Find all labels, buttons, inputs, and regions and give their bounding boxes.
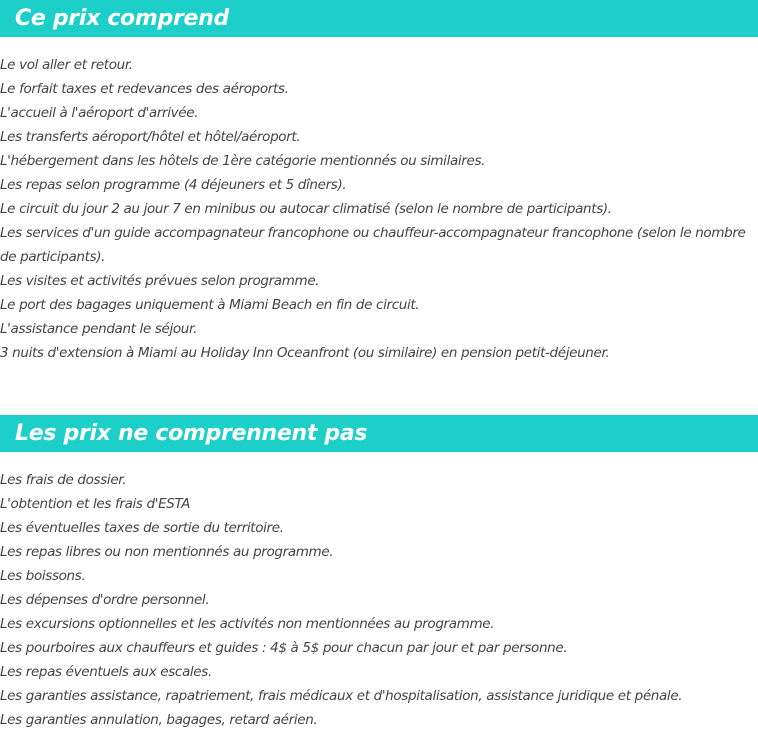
included-item: 3 nuits d'extension à Miami au Holiday Inn Oceanfront (ou similaire) en pension petit-déjeuner.: [0, 345, 610, 361]
excluded-items-list: [0, 468, 758, 732]
excluded-item: Les repas libres ou non mentionnés au programme.: [0, 544, 334, 560]
included-item: Les transferts aéroport/hôtel et hôtel/aéroport.: [0, 129, 301, 145]
included-item: L'assistance pendant le séjour.: [0, 321, 197, 337]
included-item: Les services d'un guide accompagnateur francophone ou chauffeur-accompagnateur francophone (selon le nombre de participants).: [0, 225, 746, 265]
excluded-item: Les boissons.: [0, 568, 86, 584]
included-item: L'accueil à l'aéroport d'arrivée.: [0, 105, 199, 121]
included-item: Le vol aller et retour.: [0, 57, 133, 73]
included-section-header: [0, 0, 758, 37]
excluded-item: Les pourboires aux chauffeurs et guides : 4$ à 5$ pour chacun par jour et par personne.: [0, 640, 568, 656]
excluded-item: Les frais de dossier.: [0, 472, 127, 488]
excluded-section-header: [0, 415, 758, 452]
excluded-section-title: Les prix ne comprennent pas: [15, 420, 368, 446]
included-section-title: Ce prix comprend: [15, 5, 229, 31]
included-item: Les repas selon programme (4 déjeuners et 5 dîners).: [0, 177, 347, 193]
excluded-item: Les garanties annulation, bagages, retard aérien.: [0, 712, 318, 728]
included-item: Les visites et activités prévues selon programme.: [0, 273, 320, 289]
included-item: Le forfait taxes et redevances des aéroports.: [0, 81, 289, 97]
excluded-item: Les excursions optionnelles et les activités non mentionnées au programme.: [0, 616, 495, 632]
included-item: Le port des bagages uniquement à Miami Beach en fin de circuit.: [0, 297, 420, 313]
excluded-item: Les éventuelles taxes de sortie du territoire.: [0, 520, 284, 536]
excluded-item: Les dépenses d'ordre personnel.: [0, 592, 210, 608]
excluded-item: Les garanties assistance, rapatriement, frais médicaux et d'hospitalisation, assistance juridique et pénale.: [0, 688, 683, 704]
excluded-item: L'obtention et les frais d'ESTA: [0, 496, 191, 512]
included-items-list: [0, 53, 758, 365]
included-item: Le circuit du jour 2 au jour 7 en minibus ou autocar climatisé (selon le nombre de participants).: [0, 201, 612, 217]
included-item: L'hébergement dans les hôtels de 1ère catégorie mentionnés ou similaires.: [0, 153, 486, 169]
excluded-item: Les repas éventuels aux escales.: [0, 664, 212, 680]
